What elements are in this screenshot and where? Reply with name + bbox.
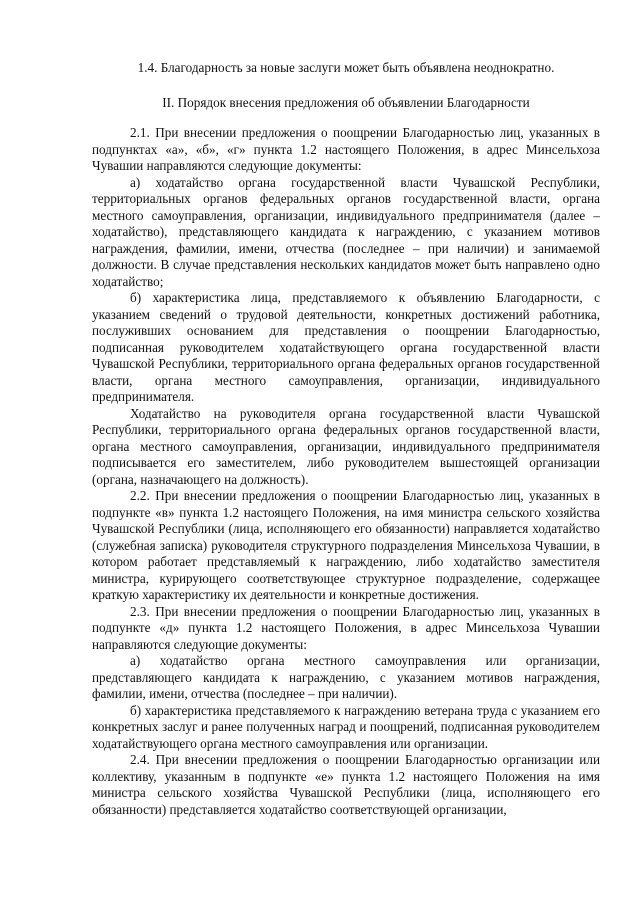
paragraph: б) характеристика лица, представляемого к объявлению Благодарности, с указанием сведений о трудовой деятельности, конкретных достижений работника, послуживших основанием для представления о поощрении Благодарностью, подписанная руководителем ходатайствующего органа государственной власти Чувашской Республики, территориального органа федеральных органов государственной власти, органа местного самоуправления, организации, индивидуального предпринимателя. (92, 290, 600, 404)
intro-line: 1.4. Благодарность за новые заслуги может быть объявлена неоднократно. (137, 60, 555, 75)
paragraph: б) характеристика представляемого к награждению ветерана труда с указанием его конкретных заслуг и ранее полученных наград и поощрений, подписанная руководителем ходатайствующего органа местного самоуправления или организации. (92, 702, 600, 751)
paragraph: 2.1. При внесении предложения о поощрении Благодарностью лиц, указанных в подпунктах «а», «б», «г» пункта 1.2 настоящего Положения, в адрес Минсельхоза Чувашии направляются следующие документы: (92, 125, 600, 173)
paragraph: 2.4. При внесении предложения о поощрении Благодарностью организации или коллективу, указанным в подпункте «е» пункта 1.2 настоящего Положения на имя министра сельского хозяйства Чувашской Республики (лица, исполняющего его обязанности) представляется ходатайство соответствующей организации, (92, 752, 600, 817)
paragraph: а) ходатайство органа местного самоуправления или организации, представляющего кандидата к награждению, с указанием мотивов награждения, фамилии, имени, отчества (последнее – при наличии). (92, 653, 600, 701)
section-heading: II. Порядок внесения предложения об объявлении Благодарности (162, 94, 530, 110)
paragraph: Ходатайство на руководителя органа государственной власти Чувашской Республики, территориального органа федеральных органов государственной власти, органа местного самоуправления, организации, индивидуального предпринимателя подписывается его заместителем, либо руководителем вышестоящей организации (органа, назначающего на должность). (92, 405, 600, 487)
paragraph: а) ходатайство органа государственной власти Чувашской Республики, территориальных органов федеральных органов государственной власти, органа местного самоуправления, организации, индивидуального предпринимателя (далее – ходатайство), представляющего кандидата к награждению, с указанием мотивов награждения, фамилии, имени, отчества (последнее – при наличии) и занимаемой должности. В случае представления нескольких кандидатов может быть направлено одно ходатайство; (92, 174, 600, 289)
paragraph: 2.3. При внесении предложения о поощрении Благодарностью лиц, указанных в подпункте «д» пункта 1.2 настоящего Положения, в адрес Минсельхоза Чувашии направляются следующие документы: (92, 603, 600, 652)
paragraph: 2.2. При внесении предложения о поощрении Благодарностью лиц, указанных в подпункте «в» пункта 1.2 настоящего Положения, на имя министра сельского хозяйства Чувашской Республики (лица, исполняющего его обязанности) направляется ходатайство (служебная записка) руководителя структурного подразделения Минсельхоза Чувашии, в котором работает представляемый к награждению, либо ходатайство заместителя министра, курирующего соответствующее структурное подразделение, содержащее краткую характеристику их деятельности и конкретные достижения. (92, 488, 600, 602)
